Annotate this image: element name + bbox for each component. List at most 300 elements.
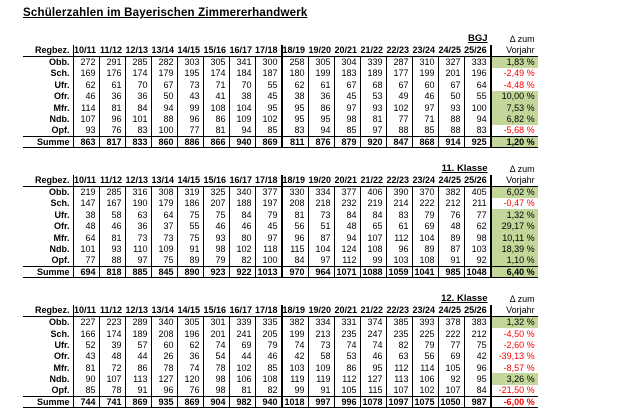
table-row [23,373,538,384]
value-cell: 98 [334,113,360,124]
summe-value-cell: 1048 [464,266,491,277]
value-cell: 88 [99,255,125,266]
region-label: Ndb. [23,373,73,384]
delta-header-top: Δ zum [509,33,535,44]
value-cell: 110 [125,243,151,254]
summe-value-cell: 920 [360,136,386,147]
value-cell: 247 [360,328,386,339]
value-cell: 99 [360,255,386,266]
value-cell: 183 [334,68,360,79]
value-cell: 112 [334,373,360,384]
value-cell: 186 [177,198,203,209]
delta-cell: -2,60 % [503,339,535,350]
summe-value-cell: 1071 [334,266,360,277]
value-cell: 84 [334,209,360,220]
value-cell: 325 [203,186,229,197]
table-row [23,221,538,232]
value-cell: 51 [308,221,334,232]
value-cell: 219 [73,186,99,197]
value-cell: 97 [308,255,334,266]
value-cell: 39 [99,339,125,350]
value-cell: 45 [255,221,282,232]
summe-value-cell: 940 [229,136,255,147]
region-label: Sch. [23,68,73,79]
value-cell: 61 [386,221,412,232]
value-cell: 107 [438,385,464,396]
value-cell: 89 [412,243,438,254]
value-cell: 258 [282,56,309,67]
value-cell: 103 [386,255,412,266]
value-cell: 197 [255,198,282,209]
table-label: BGJ [468,33,488,44]
table-row [23,385,538,396]
value-cell: 78 [99,385,125,396]
summe-value-cell: 1041 [412,266,438,277]
value-cell: 104 [229,102,255,113]
value-cell: 72 [99,362,125,373]
value-cell: 83 [386,209,412,220]
value-cell: 96 [464,362,491,373]
value-cell: 174 [203,68,229,79]
value-cell: 187 [255,68,282,79]
table-row [23,102,538,113]
value-cell: 177 [386,68,412,79]
value-cell: 92 [438,373,464,384]
value-cell: 205 [255,328,282,339]
header-row [23,175,538,186]
value-cell: 232 [334,198,360,209]
column-header-year: 25/26 [464,45,491,56]
value-cell: 340 [151,316,177,327]
summe-value-cell: 1018 [282,396,309,407]
header-row [23,45,538,56]
value-cell: 76 [438,209,464,220]
value-cell: 213 [308,328,334,339]
value-cell: 95 [282,113,309,124]
value-cell: 147 [73,198,99,209]
table-row [23,79,538,90]
region-label: Ufr. [23,339,73,350]
value-cell: 370 [412,186,438,197]
value-cell: 88 [151,113,177,124]
value-cell: 70 [125,79,151,90]
column-header-year: 10/11 [73,45,99,56]
value-cell: 94 [229,125,255,136]
value-cell: 79 [412,209,438,220]
value-cell: 282 [151,56,177,67]
value-cell: 180 [282,68,309,79]
region-label: Obb. [23,186,73,197]
table-row [23,232,538,243]
value-cell: 301 [203,316,229,327]
table-row [23,186,538,197]
value-cell: 333 [464,56,491,67]
value-cell: 46 [360,351,386,362]
value-cell: 385 [386,316,412,327]
value-cell: 84 [282,255,309,266]
value-cell: 93 [438,102,464,113]
summe-value-cell: 1088 [360,266,386,277]
value-cell: 90 [73,373,99,384]
value-cell: 99 [177,102,203,113]
value-cell: 95 [360,362,386,373]
value-cell: 75 [177,209,203,220]
value-cell: 50 [438,91,464,102]
value-cell: 71 [412,113,438,124]
region-label: Sch. [23,198,73,209]
region-label: Obb. [23,316,73,327]
value-cell: 45 [334,91,360,102]
summe-value-cell: 833 [125,136,151,147]
value-cell: 83 [282,125,309,136]
column-header-year: 13/14 [151,175,177,186]
value-cell: 102 [386,102,412,113]
summe-value-cell: 970 [282,266,309,277]
delta-cell: -21,50 % [498,385,535,396]
value-cell: 62 [177,339,203,350]
column-header-year: 15/16 [203,45,229,56]
value-cell: 62 [73,79,99,90]
value-cell: 48 [73,221,99,232]
value-cell: 81 [282,209,309,220]
summe-value-cell: 869 [177,396,203,407]
table-row [23,255,538,266]
value-cell: 36 [308,91,334,102]
summe-value-cell: 1050 [438,396,464,407]
value-cell: 105 [334,385,360,396]
value-cell: 207 [203,198,229,209]
column-header-region: Regbez. [23,175,73,186]
value-cell: 76 [99,125,125,136]
column-header-year: 24/25 [438,175,464,186]
value-cell: 87 [438,243,464,254]
value-cell: 61 [308,79,334,90]
value-cell: 214 [386,198,412,209]
column-header-year: 14/15 [177,175,203,186]
delta-cell: 1,83 % [491,56,538,67]
summe-value-cell: 923 [203,266,229,277]
table-row [23,91,538,102]
value-cell: 86 [125,362,151,373]
value-cell: 300 [255,56,282,67]
value-cell: 97 [412,102,438,113]
value-cell: 65 [360,221,386,232]
delta-cell: -5,68 % [503,125,535,136]
value-cell: 319 [177,186,203,197]
summe-value-cell: 845 [151,266,177,277]
value-cell: 113 [386,373,412,384]
column-header-year: 19/20 [308,175,334,186]
summe-value-cell: 1075 [412,396,438,407]
report-page [23,7,610,408]
value-cell: 79 [255,209,282,220]
value-cell: 60 [151,339,177,350]
summe-value-cell: 1013 [255,266,282,277]
value-cell: 405 [464,186,491,197]
value-cell: 53 [360,91,386,102]
value-cell: 120 [177,373,203,384]
value-cell: 67 [386,79,412,90]
value-cell: 188 [229,198,255,209]
value-cell: 103 [282,362,309,373]
value-cell: 374 [360,316,386,327]
column-header-year: 24/25 [438,45,464,56]
column-header-delta: Vorjahr [491,175,538,186]
value-cell: 81 [360,113,386,124]
value-cell: 89 [438,232,464,243]
column-header-year: 22/23 [386,305,412,316]
region-label: Opf. [23,125,73,136]
value-cell: 46 [73,91,99,102]
delta-header-top: Δ zum [509,163,535,174]
value-cell: 79 [412,339,438,350]
value-cell: 166 [73,328,99,339]
value-cell: 75 [151,255,177,266]
value-cell: 330 [282,186,309,197]
value-cell: 119 [282,373,309,384]
table-row [23,351,538,362]
value-cell: 114 [73,102,99,113]
value-cell: 115 [360,385,386,396]
column-header-year: 16/17 [229,45,255,56]
value-cell: 42 [464,351,491,362]
column-header-year: 20/21 [334,305,360,316]
value-cell: 225 [412,328,438,339]
value-cell: 63 [125,209,151,220]
value-cell: 82 [229,255,255,266]
tables-container [23,32,610,408]
value-cell: 339 [360,56,386,67]
value-cell: 73 [308,339,334,350]
value-cell: 43 [73,351,99,362]
value-cell: 36 [125,91,151,102]
summe-value-cell: 869 [125,396,151,407]
table-section [23,292,610,408]
region-label: Ndb. [23,113,73,124]
value-cell: 93 [360,102,386,113]
value-cell: 97 [255,232,282,243]
summe-value-cell: 818 [99,266,125,277]
value-cell: 62 [282,79,309,90]
value-cell: 81 [203,125,229,136]
value-cell: 62 [464,221,491,232]
table-row [23,56,538,67]
value-cell: 112 [334,255,360,266]
column-header-year: 20/21 [334,45,360,56]
region-label: Ufr. [23,79,73,90]
value-cell: 212 [464,328,491,339]
value-cell: 74 [177,362,203,373]
value-cell: 46 [255,351,282,362]
column-header-region: Regbez. [23,305,73,316]
value-cell: 109 [308,362,334,373]
value-cell: 37 [151,221,177,232]
column-header-year: 13/14 [151,305,177,316]
value-cell: 36 [177,351,203,362]
value-cell: 79 [203,255,229,266]
summe-row [23,396,538,407]
table-row [23,113,538,124]
value-cell: 42 [282,351,309,362]
value-cell: 38 [229,91,255,102]
value-cell: 199 [412,68,438,79]
summe-value-cell: 694 [73,266,99,277]
value-cell: 84 [229,209,255,220]
value-cell: 377 [255,186,282,197]
value-cell: 69 [412,221,438,232]
value-cell: 61 [99,79,125,90]
value-cell: 98 [203,385,229,396]
summe-value-cell: 811 [282,136,309,147]
value-cell: 58 [308,351,334,362]
value-cell: 57 [125,339,151,350]
column-header-year: 13/14 [151,45,177,56]
value-cell: 108 [203,102,229,113]
value-cell: 84 [464,385,491,396]
region-label: Mfr. [23,362,73,373]
value-cell: 77 [73,255,99,266]
summe-value-cell: 886 [177,136,203,147]
column-header-year: 23/24 [412,175,438,186]
value-cell: 406 [360,186,386,197]
value-cell: 36 [99,91,125,102]
value-cell: 101 [73,243,99,254]
value-cell: 55 [464,91,491,102]
value-cell: 179 [151,68,177,79]
column-header-year: 25/26 [464,305,491,316]
column-header-year: 16/17 [229,175,255,186]
value-cell: 88 [386,125,412,136]
value-cell: 95 [282,102,309,113]
value-cell: 44 [229,351,255,362]
value-cell: 109 [229,113,255,124]
summe-value-cell: 982 [229,396,255,407]
summe-value-cell: 1078 [360,396,386,407]
value-cell: 114 [412,362,438,373]
column-header-delta: Vorjahr [491,45,538,56]
value-cell: 174 [125,68,151,79]
region-label: Ufr. [23,209,73,220]
value-cell: 219 [360,198,386,209]
column-header-year: 22/23 [386,175,412,186]
value-cell: 289 [125,316,151,327]
value-cell: 109 [151,243,177,254]
value-cell: 127 [360,373,386,384]
summe-value-cell: 940 [255,396,282,407]
column-header-year: 14/15 [177,45,203,56]
delta-cell: 3,26 % [491,373,538,384]
value-cell: 167 [99,198,125,209]
region-label: Ndb. [23,243,73,254]
value-cell: 93 [203,232,229,243]
value-cell: 97 [360,125,386,136]
value-cell: 104 [308,243,334,254]
value-cell: 305 [308,56,334,67]
value-cell: 305 [177,316,203,327]
value-cell: 176 [99,68,125,79]
region-label: Obb. [23,56,73,67]
value-cell: 64 [73,232,99,243]
value-cell: 45 [255,91,282,102]
value-cell: 98 [203,243,229,254]
value-cell: 55 [177,221,203,232]
data-table [23,162,538,278]
region-label: Mfr. [23,102,73,113]
value-cell: 108 [360,243,386,254]
value-cell: 195 [177,68,203,79]
value-cell: 68 [360,79,386,90]
summe-value-cell: 744 [73,396,99,407]
caption-row [23,292,538,305]
summe-label: Summe [23,136,73,147]
value-cell: 108 [412,255,438,266]
value-cell: 81 [229,385,255,396]
value-cell: 92 [464,255,491,266]
value-cell: 102 [229,362,255,373]
value-cell: 75 [203,209,229,220]
value-cell: 85 [255,362,282,373]
summe-value-cell: 935 [151,396,177,407]
value-cell: 88 [438,125,464,136]
value-cell: 190 [125,198,151,209]
value-cell: 94 [151,102,177,113]
value-cell: 56 [412,351,438,362]
region-label: Ofr. [23,351,73,362]
value-cell: 212 [438,198,464,209]
value-cell: 69 [229,339,255,350]
summe-value-cell: 876 [308,136,334,147]
value-cell: 95 [308,113,334,124]
summe-value-cell: 866 [203,136,229,147]
data-table [23,32,538,148]
value-cell: 95 [464,373,491,384]
value-cell: 56 [282,221,309,232]
delta-cell: -4,50 % [503,328,535,339]
value-cell: 100 [255,255,282,266]
value-cell: 174 [99,328,125,339]
value-cell: 106 [412,373,438,384]
value-cell: 208 [282,198,309,209]
value-cell: 316 [125,186,151,197]
value-cell: 73 [151,232,177,243]
value-cell: 327 [438,56,464,67]
summe-row [23,136,538,147]
value-cell: 96 [99,113,125,124]
column-header-year: 21/22 [360,305,386,316]
value-cell: 80 [229,232,255,243]
value-cell: 108 [255,373,282,384]
value-cell: 196 [177,328,203,339]
column-header-year: 18/19 [282,45,309,56]
column-header-year: 21/22 [360,175,386,186]
value-cell: 86 [308,102,334,113]
value-cell: 46 [412,91,438,102]
value-cell: 82 [255,385,282,396]
value-cell: 74 [334,339,360,350]
summe-value-cell: 863 [73,136,99,147]
value-cell: 310 [412,56,438,67]
value-cell: 94 [334,232,360,243]
value-cell: 103 [464,243,491,254]
value-cell: 78 [151,362,177,373]
value-cell: 390 [386,186,412,197]
value-cell: 69 [438,351,464,362]
summe-value-cell: 885 [125,266,151,277]
value-cell: 106 [229,373,255,384]
value-cell: 124 [334,243,360,254]
value-cell: 335 [255,316,282,327]
value-cell: 96 [177,113,203,124]
